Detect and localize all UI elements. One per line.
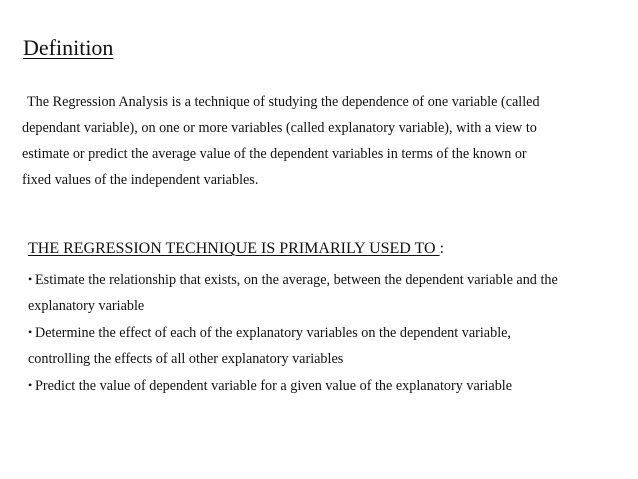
bullet-item bbox=[28, 319, 632, 346]
uses-heading-text: THE REGRESSION TECHNIQUE IS PRIMARILY USED TO bbox=[28, 240, 440, 257]
bullet-continuation: controlling the effects of all other explanatory variables bbox=[28, 351, 344, 367]
uses-bullet-list bbox=[28, 266, 632, 399]
bullet-text: Determine the effect of each of the explanatory variables on the dependent variable, bbox=[35, 325, 511, 341]
uses-heading bbox=[28, 238, 444, 260]
definition-line: dependant variable), on one or more variables (called explanatory variable), with a view to bbox=[22, 120, 537, 136]
bullet-continuation: explanatory variable bbox=[28, 298, 145, 314]
bullet-item bbox=[28, 266, 632, 293]
bullet-text: Estimate the relationship that exists, on the average, between the dependent variable and the bbox=[35, 272, 558, 288]
bullet-dot-icon: • bbox=[28, 378, 33, 392]
definition-line: The Regression Analysis is a technique of studying the dependence of one variable (called bbox=[27, 94, 540, 110]
bullet-dot-icon: • bbox=[28, 325, 33, 339]
definition-heading: Definition bbox=[23, 35, 114, 60]
bullet-item bbox=[28, 372, 632, 399]
definition-line: estimate or predict the average value of the dependent variables in terms of the known or bbox=[22, 146, 527, 162]
definition-paragraph bbox=[22, 89, 618, 193]
definition-line: fixed values of the independent variables. bbox=[22, 172, 259, 188]
bullet-text: Predict the value of dependent variable for a given value of the explanatory variable bbox=[35, 378, 513, 394]
uses-heading-colon: : bbox=[439, 240, 445, 257]
bullet-dot-icon: • bbox=[28, 272, 33, 286]
